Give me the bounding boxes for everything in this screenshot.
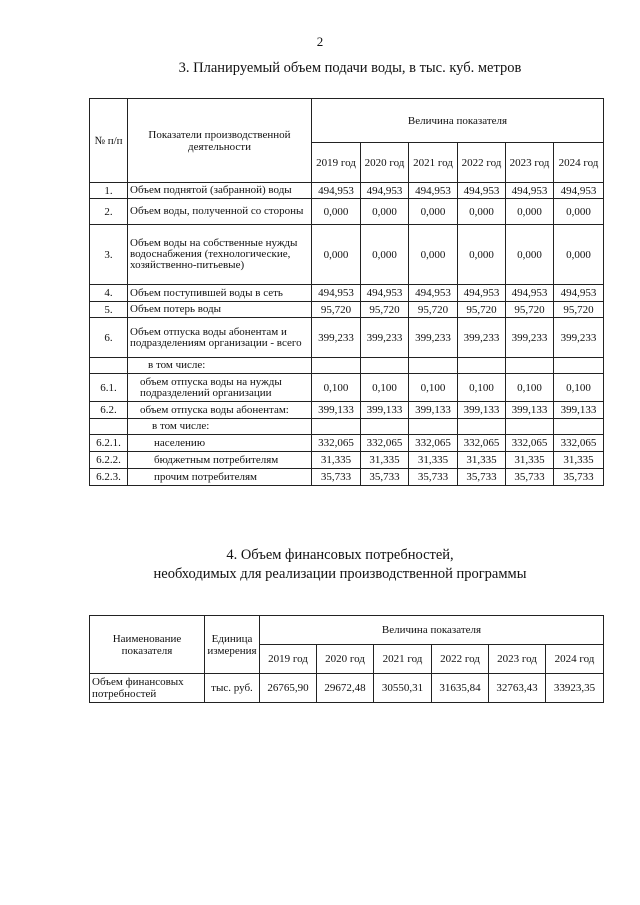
header-year: 2024 год bbox=[554, 143, 604, 183]
row-num: 6.2.2. bbox=[90, 452, 128, 469]
row-name: в том числе: bbox=[128, 419, 312, 435]
section4-title bbox=[0, 546, 640, 584]
t2-header-name: Наименование показателя bbox=[90, 616, 205, 674]
row-value: 399,133 bbox=[554, 402, 604, 419]
row-num: 6.2.3. bbox=[90, 469, 128, 486]
table-row bbox=[90, 225, 604, 285]
row-num: 2. bbox=[90, 199, 128, 225]
row-value: 31,335 bbox=[506, 452, 554, 469]
t2-header-year: 2019 год bbox=[260, 645, 317, 674]
row-value: 31,335 bbox=[409, 452, 458, 469]
t2-row-unit: тыс. руб. bbox=[205, 674, 260, 703]
row-value: 35,733 bbox=[312, 469, 361, 486]
row-value: 0,100 bbox=[554, 374, 604, 402]
table-row bbox=[90, 358, 604, 374]
row-value: 399,133 bbox=[506, 402, 554, 419]
row-num: 6. bbox=[90, 318, 128, 358]
t2-row-value: 26765,90 bbox=[260, 674, 317, 703]
row-value: 0,000 bbox=[458, 199, 506, 225]
table-row bbox=[90, 419, 604, 435]
row-num: 4. bbox=[90, 285, 128, 302]
row-num: 6.2. bbox=[90, 402, 128, 419]
row-value: 332,065 bbox=[458, 435, 506, 452]
table-row bbox=[90, 374, 604, 402]
header-year: 2020 год bbox=[361, 143, 409, 183]
t2-row-value: 30550,31 bbox=[374, 674, 432, 703]
row-value: 494,953 bbox=[312, 285, 361, 302]
table-row bbox=[90, 302, 604, 318]
table-row bbox=[90, 199, 604, 225]
row-value bbox=[312, 358, 361, 374]
section4-title-line1: 4. Объем финансовых потребностей, bbox=[226, 547, 454, 563]
row-name: Объем потерь воды bbox=[128, 302, 312, 318]
row-value: 494,953 bbox=[554, 285, 604, 302]
t2-header-year: 2020 год bbox=[317, 645, 374, 674]
row-value: 399,133 bbox=[458, 402, 506, 419]
row-value: 35,733 bbox=[409, 469, 458, 486]
page-number: 2 bbox=[316, 34, 324, 49]
row-value: 95,720 bbox=[506, 302, 554, 318]
table-row bbox=[90, 285, 604, 302]
row-value: 31,335 bbox=[312, 452, 361, 469]
row-name: населению bbox=[128, 435, 312, 452]
row-value: 399,233 bbox=[312, 318, 361, 358]
row-value bbox=[554, 419, 604, 435]
t2-row-value: 29672,48 bbox=[317, 674, 374, 703]
row-name: объем отпуска воды абонентам: bbox=[128, 402, 312, 419]
row-value: 0,000 bbox=[312, 199, 361, 225]
row-value: 95,720 bbox=[458, 302, 506, 318]
table-row bbox=[90, 183, 604, 199]
row-name: бюджетным потребителям bbox=[128, 452, 312, 469]
row-value: 0,000 bbox=[506, 199, 554, 225]
row-value: 0,100 bbox=[361, 374, 409, 402]
row-value bbox=[506, 419, 554, 435]
row-value: 399,233 bbox=[554, 318, 604, 358]
row-value: 399,133 bbox=[312, 402, 361, 419]
row-value: 399,233 bbox=[458, 318, 506, 358]
section4-title-line2: необходимых для реализации производственной программы bbox=[153, 566, 527, 582]
header-value: Величина показателя bbox=[312, 99, 604, 143]
row-value: 494,953 bbox=[506, 285, 554, 302]
row-value: 0,000 bbox=[554, 199, 604, 225]
row-value: 0,000 bbox=[361, 199, 409, 225]
table-row bbox=[90, 435, 604, 452]
row-value: 494,953 bbox=[312, 183, 361, 199]
row-value: 0,100 bbox=[312, 374, 361, 402]
row-value: 332,065 bbox=[361, 435, 409, 452]
row-value: 95,720 bbox=[554, 302, 604, 318]
row-value: 332,065 bbox=[506, 435, 554, 452]
row-num: 6.2.1. bbox=[90, 435, 128, 452]
section3-title: 3. Планируемый объем подачи воды, в тыс. куб. метров bbox=[178, 60, 522, 76]
row-value: 399,133 bbox=[409, 402, 458, 419]
row-name: Объем отпуска воды абонентам и подразделениям организации - всего bbox=[128, 318, 312, 358]
row-value: 31,335 bbox=[554, 452, 604, 469]
t2-header-year: 2023 год bbox=[489, 645, 546, 674]
row-value: 35,733 bbox=[554, 469, 604, 486]
row-value: 0,000 bbox=[409, 225, 458, 285]
row-value: 95,720 bbox=[312, 302, 361, 318]
row-value: 399,233 bbox=[506, 318, 554, 358]
table-row bbox=[90, 402, 604, 419]
row-value: 0,100 bbox=[458, 374, 506, 402]
row-value: 332,065 bbox=[409, 435, 458, 452]
row-num: 1. bbox=[90, 183, 128, 199]
t2-row-value: 31635,84 bbox=[432, 674, 489, 703]
row-num: 3. bbox=[90, 225, 128, 285]
row-value: 494,953 bbox=[554, 183, 604, 199]
t2-row-value: 32763,43 bbox=[489, 674, 546, 703]
row-value: 494,953 bbox=[409, 183, 458, 199]
t2-header-year: 2021 год bbox=[374, 645, 432, 674]
row-value: 95,720 bbox=[361, 302, 409, 318]
row-value: 494,953 bbox=[361, 183, 409, 199]
row-num: 6.1. bbox=[90, 374, 128, 402]
t2-header-unit: Единица измерения bbox=[205, 616, 260, 674]
row-value: 399,233 bbox=[361, 318, 409, 358]
row-value: 0,000 bbox=[458, 225, 506, 285]
table-row bbox=[90, 452, 604, 469]
row-name: Объем воды на собственные нужды водоснабжения (технологические, хозяйственно-питьевые) bbox=[128, 225, 312, 285]
row-num: 5. bbox=[90, 302, 128, 318]
header-year: 2022 год bbox=[458, 143, 506, 183]
row-value: 35,733 bbox=[361, 469, 409, 486]
t2-header-year: 2024 год bbox=[546, 645, 604, 674]
t2-row-value: 33923,35 bbox=[546, 674, 604, 703]
header-num: № п/п bbox=[90, 99, 128, 183]
row-value: 494,953 bbox=[361, 285, 409, 302]
row-value: 31,335 bbox=[458, 452, 506, 469]
row-value bbox=[361, 419, 409, 435]
row-value: 0,000 bbox=[409, 199, 458, 225]
row-value bbox=[409, 419, 458, 435]
row-value: 494,953 bbox=[409, 285, 458, 302]
row-value: 31,335 bbox=[361, 452, 409, 469]
row-value: 399,133 bbox=[361, 402, 409, 419]
row-value bbox=[458, 358, 506, 374]
row-value: 0,000 bbox=[554, 225, 604, 285]
row-value bbox=[458, 419, 506, 435]
row-name: в том числе: bbox=[128, 358, 312, 374]
row-name: Объем поднятой (забранной) воды bbox=[128, 183, 312, 199]
row-value: 0,100 bbox=[409, 374, 458, 402]
row-value: 0,000 bbox=[506, 225, 554, 285]
row-value bbox=[361, 358, 409, 374]
row-value: 95,720 bbox=[409, 302, 458, 318]
row-value bbox=[312, 419, 361, 435]
header-year: 2021 год bbox=[409, 143, 458, 183]
row-name: Объем поступившей воды в сеть bbox=[128, 285, 312, 302]
header-year: 2019 год bbox=[312, 143, 361, 183]
row-num bbox=[90, 358, 128, 374]
t2-header-year: 2022 год bbox=[432, 645, 489, 674]
header-indicators: Показатели производственной деятельности bbox=[128, 99, 312, 183]
row-value: 0,000 bbox=[312, 225, 361, 285]
row-value: 0,000 bbox=[361, 225, 409, 285]
row-value: 399,233 bbox=[409, 318, 458, 358]
row-name: Объем воды, полученной со стороны bbox=[128, 199, 312, 225]
row-value: 494,953 bbox=[458, 285, 506, 302]
row-value: 332,065 bbox=[554, 435, 604, 452]
water-supply-table bbox=[89, 98, 604, 486]
row-num bbox=[90, 419, 128, 435]
header-year: 2023 год bbox=[506, 143, 554, 183]
row-value: 332,065 bbox=[312, 435, 361, 452]
t2-row-name: Объем финансовых потребностей bbox=[90, 674, 205, 703]
row-value: 0,100 bbox=[506, 374, 554, 402]
financial-needs-table bbox=[89, 615, 604, 703]
row-value bbox=[506, 358, 554, 374]
table-row bbox=[90, 318, 604, 358]
row-value: 35,733 bbox=[506, 469, 554, 486]
row-name: объем отпуска воды на нужды подразделений организации bbox=[128, 374, 312, 402]
row-value: 494,953 bbox=[458, 183, 506, 199]
row-value: 494,953 bbox=[506, 183, 554, 199]
row-value bbox=[409, 358, 458, 374]
table-row bbox=[90, 469, 604, 486]
row-name: прочим потребителям bbox=[128, 469, 312, 486]
t2-header-value: Величина показателя bbox=[260, 616, 604, 645]
row-value: 35,733 bbox=[458, 469, 506, 486]
row-value bbox=[554, 358, 604, 374]
